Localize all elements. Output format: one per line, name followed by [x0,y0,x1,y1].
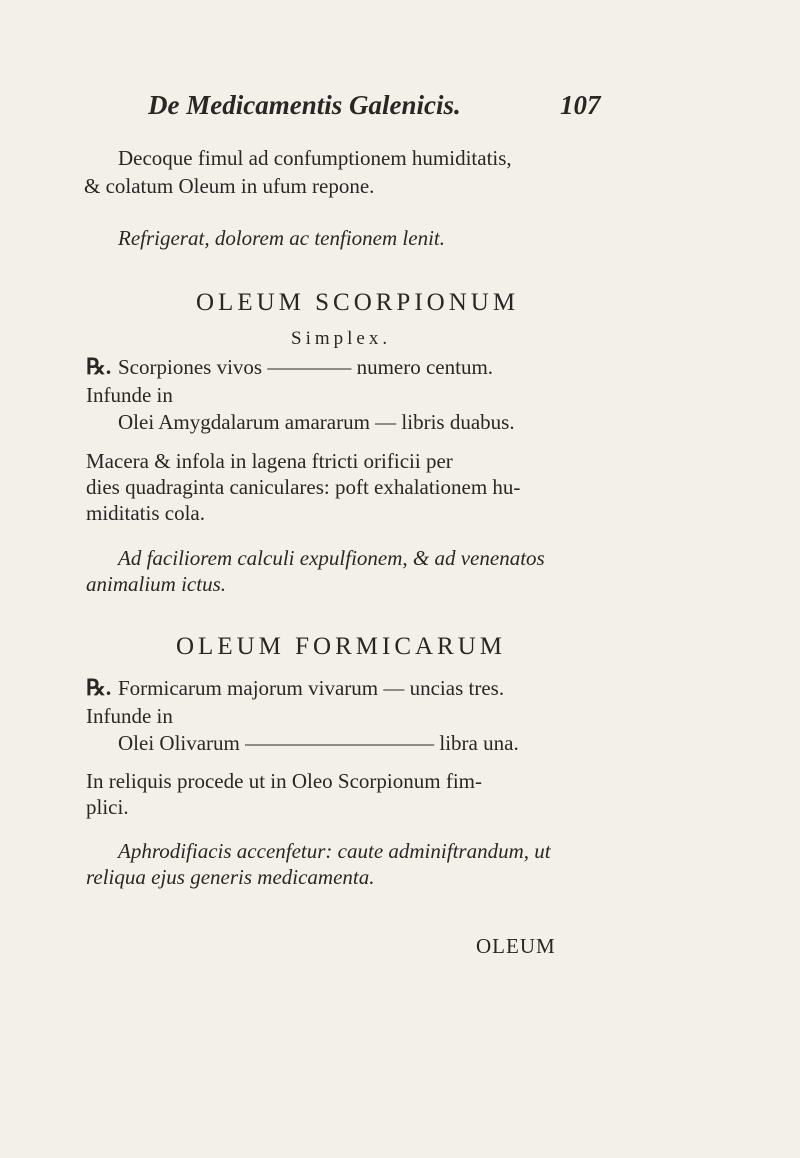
recipe1-ingredient-1: Scorpiones vivos ———— numero centum. [118,355,494,379]
recipe1-method-1: Macera & infola in lagena ftricti orificii per [86,449,453,473]
recipe1-infunde: Infunde in [86,383,173,407]
recipe1-ingredient-2: Olei Amygdalarum amararum — libris duabus. [118,410,515,434]
page-number: 107 [560,90,601,120]
recipe2-method-1: In reliquis procede ut in Oleo Scorpionum fim- [86,769,482,793]
recipe2-title: OLEUM FORMICARUM [176,633,507,660]
recipe1-method-2: dies quadraginta caniculares: poft exhalationem hu- [86,475,521,499]
running-header-title: De Medicamentis Galenicis. [148,90,461,120]
intro-line-1: Decoque fimul ad confumptionem humiditatis, [118,146,512,170]
intro-line-2: & colatum Oleum in ufum repone. [84,174,375,198]
recipe2-rx-symbol: ℞. [86,675,112,700]
recipe1-rx-symbol: ℞. [86,354,112,379]
recipe1-virtue-1: Ad faciliorem calculi expulfionem, & ad venenatos [118,546,545,570]
recipe2-virtue-1: Aphrodifiacis accenfetur: caute adminiftrandum, ut [118,839,551,863]
intro-virtue: Refrigerat, dolorem ac tenfionem lenit. [118,226,445,250]
recipe1-virtue-2: animalium ictus. [86,572,226,596]
recipe2-method-2: plici. [86,795,129,819]
catchword: OLEUM [476,934,556,958]
recipe1-title: OLEUM SCORPIONUM [196,289,520,316]
recipe2-virtue-2: reliqua ejus generis medicamenta. [86,865,375,889]
recipe1-subtitle: Simplex. [291,328,392,349]
recipe2-infunde: Infunde in [86,704,173,728]
recipe1-method-3: miditatis cola. [86,501,205,525]
recipe2-ingredient-2: Olei Olivarum ————————— libra una. [118,731,519,755]
recipe2-ingredient-1: Formicarum majorum vivarum — uncias tres. [118,676,505,700]
